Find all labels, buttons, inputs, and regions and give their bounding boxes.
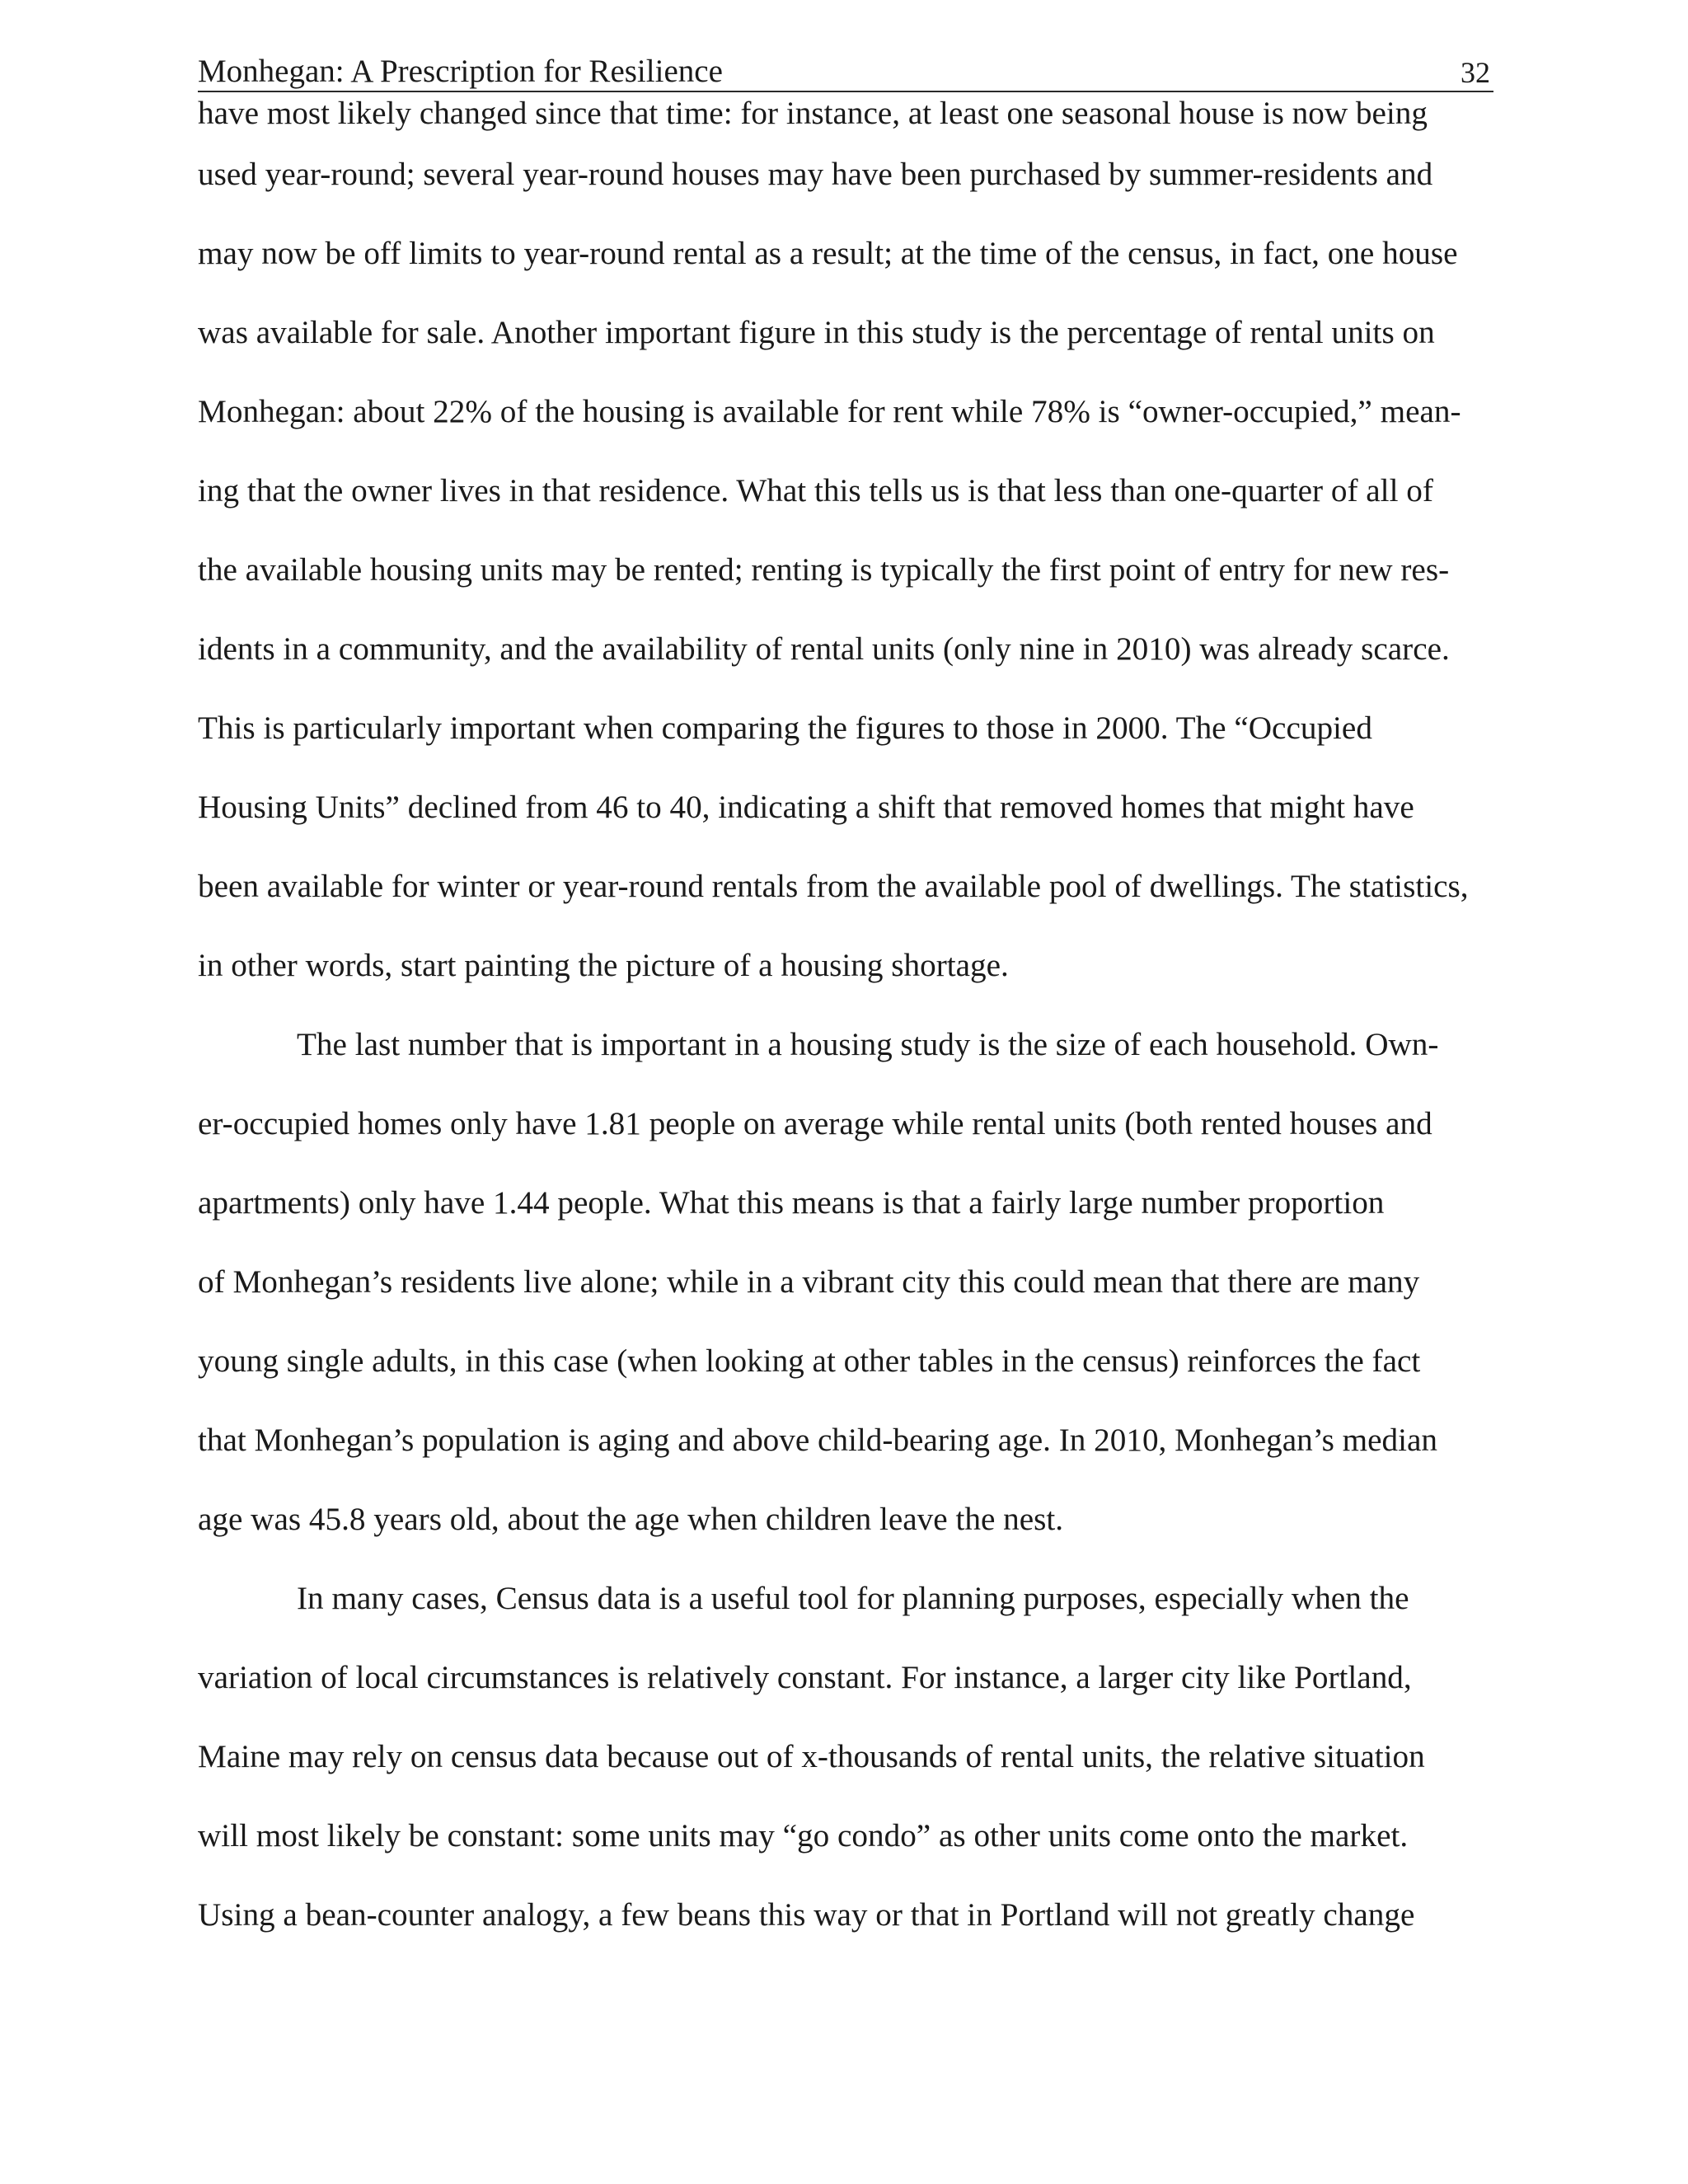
- text-line: ing that the owner lives in that residence. What this tells us is that less than one-quarter of all of: [198, 473, 1433, 509]
- text-line: er-occupied homes only have 1.81 people on average while rental units (both rented houses and: [198, 1106, 1432, 1141]
- text-line: Housing Units” declined from 46 to 40, indicating a shift that removed homes that might have: [198, 790, 1414, 825]
- page-number: 32: [1461, 56, 1490, 89]
- text-line: variation of local circumstances is relatively constant. For instance, a larger city like Portland,: [198, 1660, 1412, 1695]
- running-header-title: Monhegan: A Prescription for Resilience: [198, 54, 723, 89]
- body-text: [198, 92, 1493, 1955]
- paragraph-first-line: In many cases, Census data is a useful tool for planning purposes, especially when the: [297, 1581, 1409, 1616]
- text-line: age was 45.8 years old, about the age when children leave the nest.: [198, 1502, 1064, 1537]
- running-header: [198, 46, 1493, 92]
- text-line: the available housing units may be rented; renting is typically the first point of entry for new res-: [198, 552, 1450, 588]
- text-line: used year-round; several year-round houses may have been purchased by summer-residents and: [198, 157, 1433, 192]
- document-page: [198, 46, 1493, 1955]
- text-line: that Monhegan’s population is aging and above child-bearing age. In 2010, Monhegan’s median: [198, 1422, 1438, 1458]
- text-line: This is particularly important when comparing the figures to those in 2000. The “Occupied: [198, 710, 1372, 746]
- text-line: young single adults, in this case (when looking at other tables in the census) reinforces the fact: [198, 1343, 1421, 1379]
- text-line: was available for sale. Another important figure in this study is the percentage of rental units on: [198, 315, 1435, 350]
- text-line: idents in a community, and the availability of rental units (only nine in 2010) was already scarce.: [198, 631, 1450, 667]
- text-line: have most likely changed since that time: for instance, at least one seasonal house is now being: [198, 96, 1428, 131]
- text-line: will most likely be constant: some units may “go condo” as other units come onto the market.: [198, 1818, 1409, 1854]
- paragraph-first-line: The last number that is important in a housing study is the size of each household. Own-: [297, 1027, 1439, 1062]
- text-line: may now be off limits to year-round rental as a result; at the time of the census, in fact, one house: [198, 236, 1458, 271]
- text-line: Using a bean-counter analogy, a few beans this way or that in Portland will not greatly change: [198, 1897, 1415, 1933]
- text-line: of Monhegan’s residents live alone; while in a vibrant city this could mean that there are many: [198, 1264, 1420, 1300]
- text-line: been available for winter or year-round rentals from the available pool of dwellings. The statistics,: [198, 869, 1469, 904]
- text-line: in other words, start painting the picture of a housing shortage.: [198, 948, 1009, 983]
- text-line: Monhegan: about 22% of the housing is available for rent while 78% is “owner-occupied,” mean-: [198, 394, 1461, 429]
- text-line: apartments) only have 1.44 people. What this means is that a fairly large number proportion: [198, 1185, 1385, 1221]
- text-line: Maine may rely on census data because out of x-thousands of rental units, the relative situation: [198, 1739, 1425, 1774]
